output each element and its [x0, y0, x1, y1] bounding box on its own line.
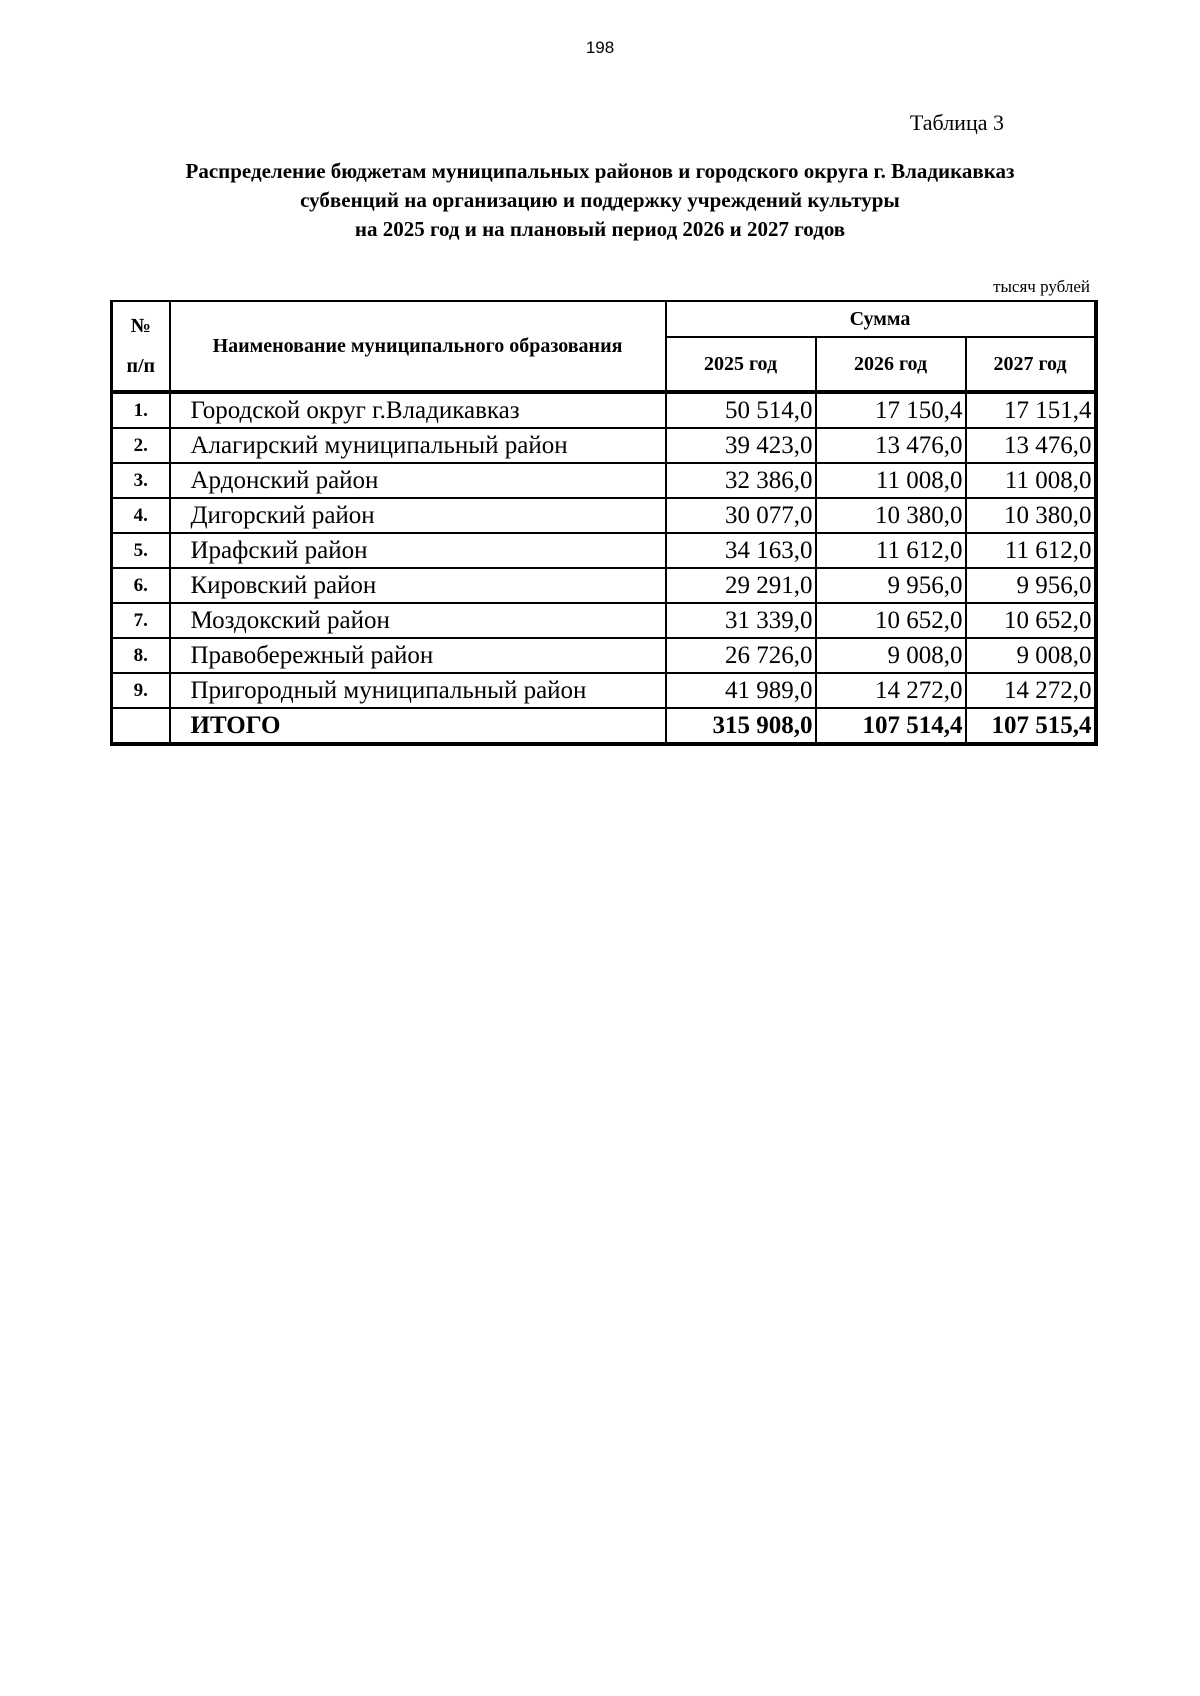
table-row	[112, 673, 1096, 708]
value-2025: 32 386,0	[666, 463, 816, 498]
municipality-name: Дигорский район	[170, 498, 666, 533]
value-2025: 50 514,0	[666, 392, 816, 428]
column-header-2026: 2026 год	[816, 337, 966, 392]
column-header-2027: 2027 год	[966, 337, 1096, 392]
value-2027: 9 956,0	[966, 568, 1096, 603]
value-2026: 11 612,0	[816, 533, 966, 568]
total-2026: 107 514,4	[816, 708, 966, 744]
value-2027: 10 380,0	[966, 498, 1096, 533]
municipality-name: Правобережный район	[170, 638, 666, 673]
column-header-sum: Сумма	[666, 301, 1096, 337]
row-number: 2.	[112, 428, 170, 463]
value-2026: 10 380,0	[816, 498, 966, 533]
municipality-name: Городской округ г.Владикавказ	[170, 392, 666, 428]
budget-table	[110, 300, 1098, 746]
value-2027: 10 652,0	[966, 603, 1096, 638]
total-2025: 315 908,0	[666, 708, 816, 744]
municipality-name: Ирафский район	[170, 533, 666, 568]
value-2026: 10 652,0	[816, 603, 966, 638]
municipality-name: Кировский район	[170, 568, 666, 603]
row-number: 8.	[112, 638, 170, 673]
header-number-symbol: №	[130, 315, 151, 337]
table-label: Таблица 3	[909, 110, 1004, 135]
value-2026: 9 008,0	[816, 638, 966, 673]
row-number: 7.	[112, 603, 170, 638]
value-2025: 41 989,0	[666, 673, 816, 708]
table-row	[112, 533, 1096, 568]
table-row	[112, 638, 1096, 673]
value-2025: 30 077,0	[666, 498, 816, 533]
column-header-2025: 2025 год	[666, 337, 816, 392]
value-2025: 39 423,0	[666, 428, 816, 463]
value-2027: 13 476,0	[966, 428, 1096, 463]
row-number: 9.	[112, 673, 170, 708]
municipality-name: Ардонский район	[170, 463, 666, 498]
municipality-name: Алагирский муниципальный район	[170, 428, 666, 463]
value-2027: 9 008,0	[966, 638, 1096, 673]
row-number: 6.	[112, 568, 170, 603]
value-2025: 29 291,0	[666, 568, 816, 603]
municipality-name: Моздокский район	[170, 603, 666, 638]
page-number: 198	[585, 38, 615, 57]
table-row	[112, 568, 1096, 603]
row-number: 3.	[112, 463, 170, 498]
value-2025: 34 163,0	[666, 533, 816, 568]
total-row	[112, 708, 1096, 744]
value-2027: 17 151,4	[966, 392, 1096, 428]
row-number: 4.	[112, 498, 170, 533]
table-row	[112, 392, 1096, 428]
table-row	[112, 498, 1096, 533]
value-2027: 11 008,0	[966, 463, 1096, 498]
title-line: Распределение бюджетам муниципальных районов и городского округа г. Владикавказ	[185, 159, 1015, 183]
total-2027: 107 515,4	[966, 708, 1096, 744]
title-line: субвенций на организацию и поддержку учреждений культуры	[300, 188, 900, 212]
value-2027: 11 612,0	[966, 533, 1096, 568]
total-number-cell	[112, 708, 170, 744]
value-2026: 11 008,0	[816, 463, 966, 498]
value-2025: 31 339,0	[666, 603, 816, 638]
municipality-name: Пригородный муниципальный район	[170, 673, 666, 708]
value-2027: 14 272,0	[966, 673, 1096, 708]
value-2026: 14 272,0	[816, 673, 966, 708]
value-2026: 17 150,4	[816, 392, 966, 428]
table-row	[112, 463, 1096, 498]
table-row	[112, 428, 1096, 463]
total-label: ИТОГО	[170, 708, 666, 744]
column-header-number	[112, 301, 170, 392]
units-label: тысяч рублей	[993, 277, 1090, 296]
value-2025: 26 726,0	[666, 638, 816, 673]
row-number: 5.	[112, 533, 170, 568]
document-title	[100, 157, 1100, 244]
column-header-name: Наименование муниципального образования	[170, 301, 666, 392]
table-row	[112, 603, 1096, 638]
value-2026: 9 956,0	[816, 568, 966, 603]
row-number: 1.	[112, 392, 170, 428]
value-2026: 13 476,0	[816, 428, 966, 463]
title-line: на 2025 год и на плановый период 2026 и 2027 годов	[354, 217, 846, 241]
header-number-abbr: п/п	[126, 355, 156, 377]
